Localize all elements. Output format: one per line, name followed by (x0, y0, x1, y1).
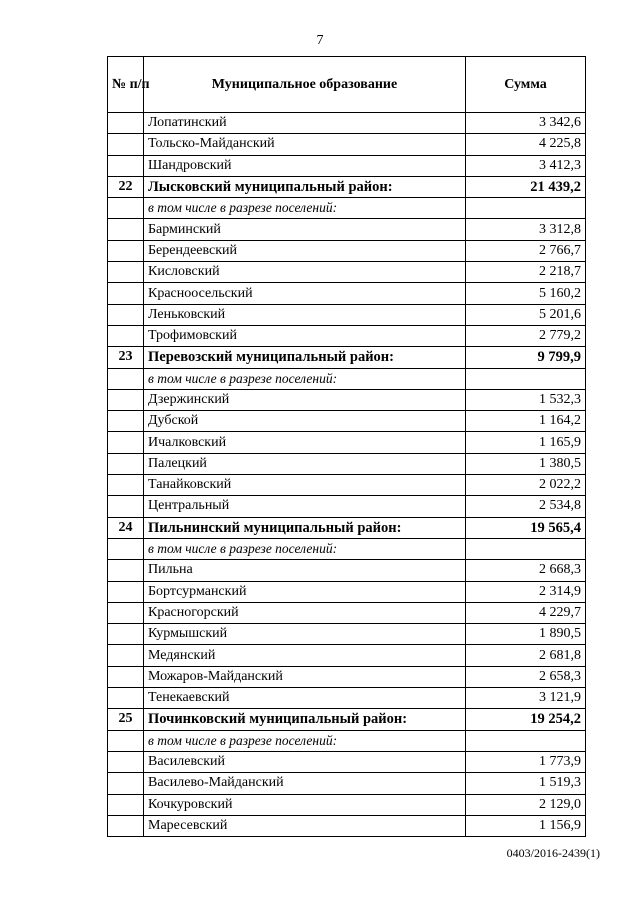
row-number (108, 624, 144, 645)
row-name: Красноосельский (144, 283, 466, 304)
table-row (108, 453, 586, 474)
row-name: Кисловский (144, 262, 466, 283)
table-row (108, 325, 586, 346)
row-sum: 1 165,9 (466, 432, 586, 453)
row-sum: 21 439,2 (466, 176, 586, 197)
row-number (108, 113, 144, 134)
row-sum: 5 201,6 (466, 304, 586, 325)
row-name: Берендеевский (144, 240, 466, 261)
table-row (108, 262, 586, 283)
row-number: 25 (108, 709, 144, 730)
row-number: 22 (108, 176, 144, 197)
row-number (108, 134, 144, 155)
row-sum (466, 198, 586, 219)
row-sum: 2 779,2 (466, 325, 586, 346)
row-number (108, 368, 144, 389)
row-sum: 19 254,2 (466, 709, 586, 730)
table-row (108, 794, 586, 815)
row-number (108, 304, 144, 325)
row-number (108, 730, 144, 751)
row-number (108, 325, 144, 346)
row-number (108, 794, 144, 815)
row-name: Центральный (144, 496, 466, 517)
column-header-sum: Сумма (466, 57, 586, 113)
row-number (108, 560, 144, 581)
table-row (108, 602, 586, 623)
table-header-row (108, 57, 586, 113)
budget-table (107, 56, 586, 837)
row-name: Танайковский (144, 475, 466, 496)
subheader-row (108, 198, 586, 219)
row-sum: 1 532,3 (466, 389, 586, 410)
table-row (108, 283, 586, 304)
table-row (108, 389, 586, 410)
row-name: Красногорский (144, 602, 466, 623)
row-number (108, 645, 144, 666)
row-sum: 1 773,9 (466, 751, 586, 772)
row-number (108, 432, 144, 453)
district-row (108, 176, 586, 197)
district-row (108, 347, 586, 368)
table-row (108, 666, 586, 687)
row-number: 23 (108, 347, 144, 368)
table-row (108, 645, 586, 666)
table-row (108, 751, 586, 772)
table-row (108, 219, 586, 240)
table-row (108, 113, 586, 134)
row-name: Тольско-Майданский (144, 134, 466, 155)
row-sum: 2 658,3 (466, 666, 586, 687)
row-sum: 2 681,8 (466, 645, 586, 666)
row-number: 24 (108, 517, 144, 538)
row-sum: 2 129,0 (466, 794, 586, 815)
table-row (108, 432, 586, 453)
row-name: Перевозский муниципальный район: (144, 347, 466, 368)
row-name: Курмышский (144, 624, 466, 645)
row-name: Дубской (144, 411, 466, 432)
row-sum: 1 156,9 (466, 815, 586, 836)
row-name: Медянский (144, 645, 466, 666)
row-sum: 9 799,9 (466, 347, 586, 368)
row-number (108, 219, 144, 240)
table-row (108, 581, 586, 602)
row-sum: 3 121,9 (466, 688, 586, 709)
row-number (108, 411, 144, 432)
row-sum: 3 312,8 (466, 219, 586, 240)
row-sum: 3 412,3 (466, 155, 586, 176)
row-name: в том числе в разрезе поселений: (144, 198, 466, 219)
row-number (108, 538, 144, 559)
row-sum: 2 314,9 (466, 581, 586, 602)
row-sum: 2 218,7 (466, 262, 586, 283)
row-name: Лысковский муниципальный район: (144, 176, 466, 197)
row-number (108, 475, 144, 496)
row-name: Можаров-Майданский (144, 666, 466, 687)
table-row (108, 688, 586, 709)
row-name: Трофимовский (144, 325, 466, 346)
row-number (108, 815, 144, 836)
district-row (108, 517, 586, 538)
subheader-row (108, 368, 586, 389)
row-number (108, 602, 144, 623)
row-number (108, 283, 144, 304)
row-number (108, 751, 144, 772)
row-sum: 2 022,2 (466, 475, 586, 496)
row-number (108, 453, 144, 474)
row-number (108, 155, 144, 176)
row-name: Ичалковский (144, 432, 466, 453)
row-number (108, 773, 144, 794)
row-sum: 1 519,3 (466, 773, 586, 794)
row-number (108, 262, 144, 283)
row-number (108, 198, 144, 219)
document-code: 0403/2016-2439(1) (506, 846, 600, 860)
row-name: Кочкуровский (144, 794, 466, 815)
table-row (108, 411, 586, 432)
page-number: 7 (316, 33, 324, 48)
table-row (108, 773, 586, 794)
subheader-row (108, 538, 586, 559)
row-sum: 19 565,4 (466, 517, 586, 538)
table-row (108, 155, 586, 176)
row-name: в том числе в разрезе поселений: (144, 368, 466, 389)
row-number (108, 496, 144, 517)
row-sum: 4 225,8 (466, 134, 586, 155)
row-sum: 2 766,7 (466, 240, 586, 261)
row-sum: 1 380,5 (466, 453, 586, 474)
row-name: Палецкий (144, 453, 466, 474)
table-row (108, 240, 586, 261)
table-row (108, 496, 586, 517)
table-row (108, 815, 586, 836)
row-name: Шандровский (144, 155, 466, 176)
row-name: Барминский (144, 219, 466, 240)
row-sum: 1 164,2 (466, 411, 586, 432)
row-number (108, 666, 144, 687)
row-sum (466, 538, 586, 559)
table-row (108, 475, 586, 496)
row-sum (466, 730, 586, 751)
table-row (108, 560, 586, 581)
row-number (108, 688, 144, 709)
row-name: Бортсурманский (144, 581, 466, 602)
row-number (108, 581, 144, 602)
table-row (108, 624, 586, 645)
column-header-num: № п/п (108, 57, 144, 113)
district-row (108, 709, 586, 730)
row-name: Пильнинский муниципальный район: (144, 517, 466, 538)
row-name: Леньковский (144, 304, 466, 325)
row-number (108, 240, 144, 261)
row-name: Дзержинский (144, 389, 466, 410)
row-sum (466, 368, 586, 389)
column-header-name: Муниципальное образование (144, 57, 466, 113)
row-sum: 4 229,7 (466, 602, 586, 623)
row-name: Тенекаевский (144, 688, 466, 709)
row-name: Маресевский (144, 815, 466, 836)
row-name: Василево-Майданский (144, 773, 466, 794)
row-sum: 5 160,2 (466, 283, 586, 304)
row-name: Василевский (144, 751, 466, 772)
row-name: Пильна (144, 560, 466, 581)
subheader-row (108, 730, 586, 751)
table-row (108, 304, 586, 325)
row-name: Починковский муниципальный район: (144, 709, 466, 730)
row-number (108, 389, 144, 410)
row-sum: 1 890,5 (466, 624, 586, 645)
row-name: в том числе в разрезе поселений: (144, 538, 466, 559)
row-sum: 2 668,3 (466, 560, 586, 581)
row-sum: 3 342,6 (466, 113, 586, 134)
row-sum: 2 534,8 (466, 496, 586, 517)
row-name: Лопатинский (144, 113, 466, 134)
table-body (108, 113, 586, 837)
table-row (108, 134, 586, 155)
row-name: в том числе в разрезе поселений: (144, 730, 466, 751)
